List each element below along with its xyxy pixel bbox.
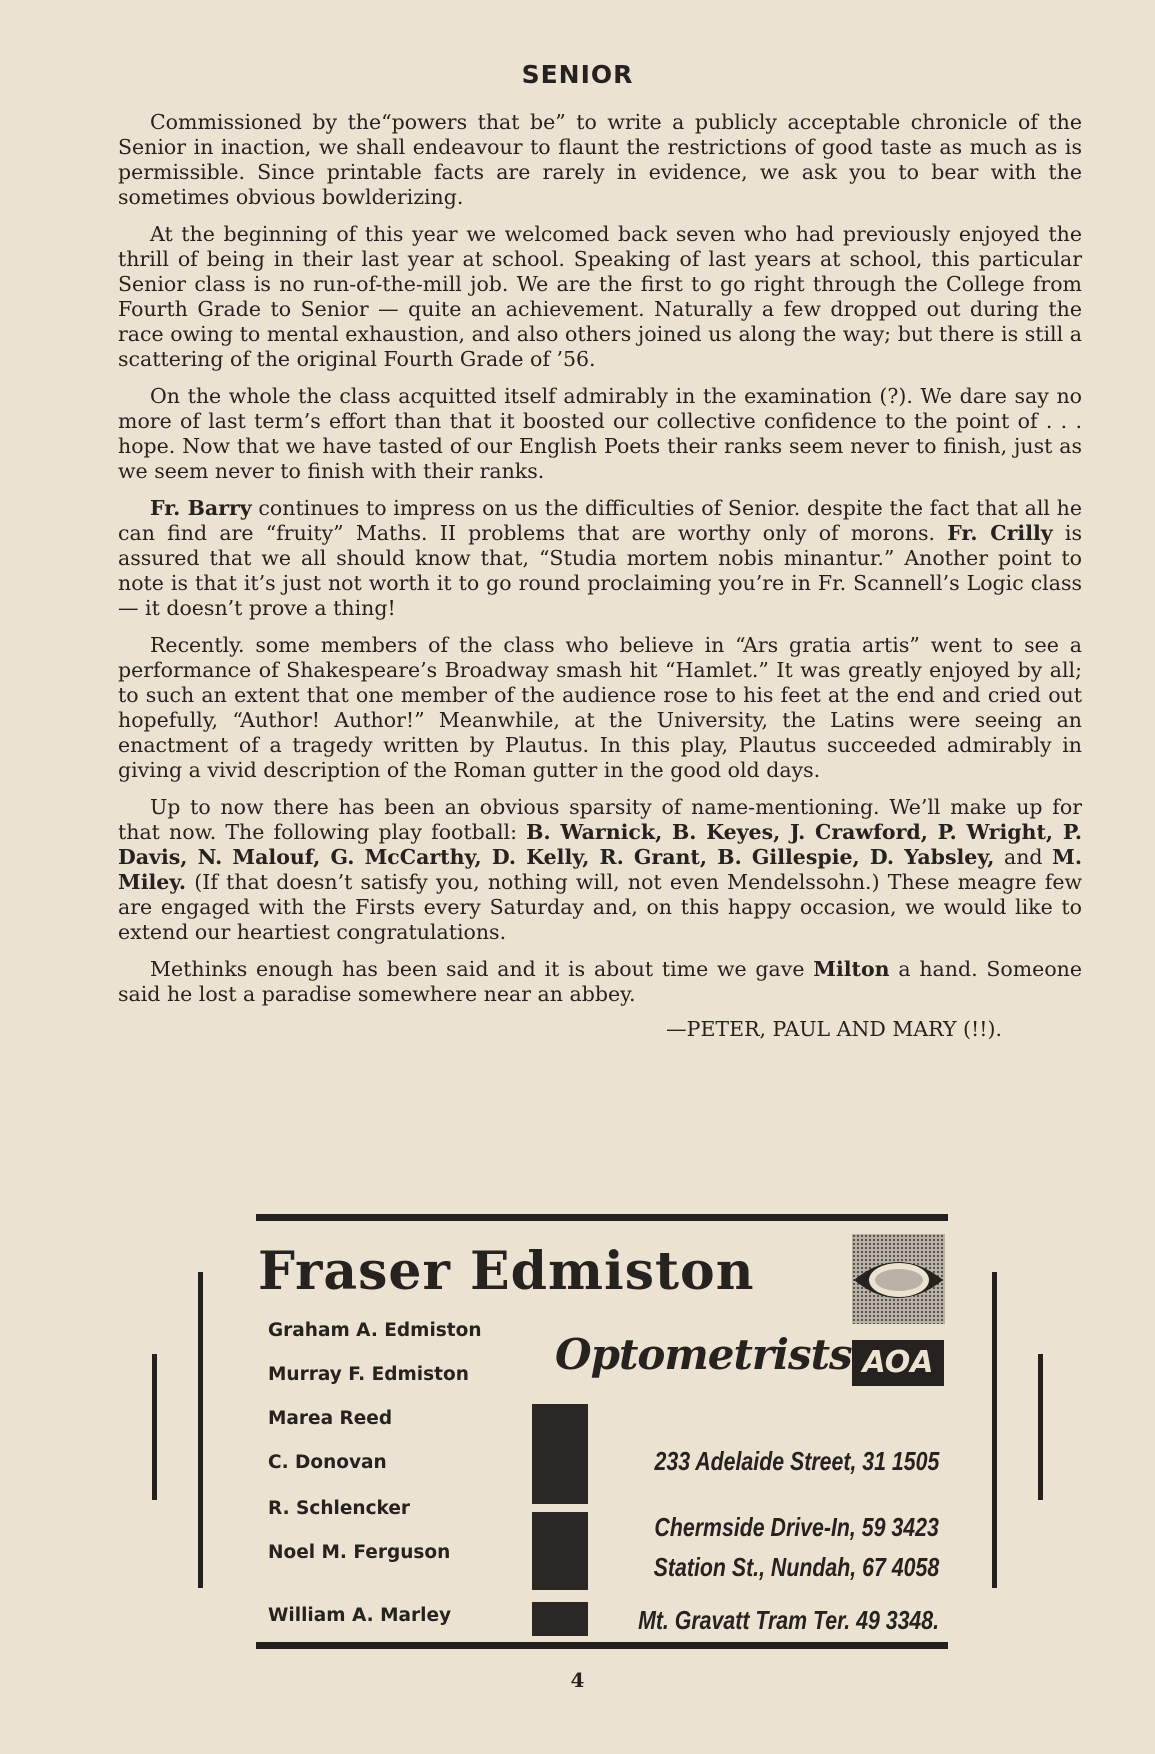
- name-m-miley: M. Miley.: [118, 845, 1082, 894]
- ad-right-outer-bar: [1038, 1354, 1043, 1500]
- paragraph-6-text-3: (If that doesn’t satisfy you, nothing will, not even Mendelssohn.) These meagre few are engaged with the Firsts every Saturday and, on this happy occasion, we would like to extend our heartiest congratulations.: [118, 870, 1082, 944]
- aoa-badge: AOA: [852, 1340, 944, 1386]
- staff-name: C. Donovan: [268, 1452, 387, 1473]
- ad-top-rule: [256, 1214, 948, 1221]
- paragraph-4: [118, 496, 1082, 621]
- football-player-names: B. Warnick, B. Keyes, J. Crawford, P. Wright, P. Davis, N. Malouf, G. McCarthy, D. Kelly, R. Grant, B. Gillespie, D. Yabsley,: [118, 820, 1082, 869]
- name-fr-crilly: Fr. Crilly: [947, 521, 1053, 545]
- paragraph-4-text-2: is assured that we all should know that, “Studia mortem nobis minantur.” Another point to note is that it’s just not worth it to go round proclaiming you’re in Fr. Scannell’s Logic class — it doesn’t prove a thing!: [118, 521, 1082, 620]
- eye-logo-icon: [852, 1234, 945, 1324]
- paragraph-5: Recently. some members of the class who believe in “Ars gratia artis” went to see a performance of Shakespeare’s Broadway smash hit “Hamlet.” It was greatly enjoyed by all; to such an extent that one member of the audience rose to his feet at the end and cried out hopefully, “Author! Author!” Meanwhile, at the University, the Latins were seeing an enactment of a tragedy written by Plautus. In this play, Plautus succeeded admirably in giving a vivid description of the Roman gutter in the good old days.: [118, 633, 1082, 782]
- optometrists-tagline: Optometrists: [555, 1330, 852, 1379]
- paragraph-6-text-1: Up to now there has been an obvious sparsity of name-mentioning. We’ll make up for that now. The following play football:: [118, 795, 1082, 844]
- paragraph-2: At the beginning of this year we welcomed back seven who had previously enjoyed the thrill of being in their last year at school. Speaking of last years at school, this particular Senior class is no run-of-the-mill job. We are the first to go right through the College from Fourth Grade to Senior — quite an achievement. Naturally a few dropped out during the race owing to mental exhaustion, and also others joined us along the way; but there is still a scattering of the original Fourth Grade of ’56.: [118, 222, 1082, 371]
- address-chermside: Chermside Drive-In, 59 3423: [654, 1512, 939, 1542]
- paragraph-1: Commissioned by the“powers that be” to write a publicly acceptable chronicle of the Senior in inaction, we shall endeavour to flaunt the restrictions of good taste as much as is permissible. Since printable facts are rarely in evidence, we ask you to bear with the sometimes obvious bowlderizing.: [118, 110, 1082, 209]
- article-body: [118, 110, 1082, 1042]
- ad-right-bar: [992, 1272, 997, 1588]
- page-number: 4: [570, 1668, 585, 1692]
- signature: —PETER, PAUL AND MARY (!!).: [666, 1017, 1002, 1041]
- ad-bottom-rule: [256, 1642, 948, 1649]
- paragraph-4-text-1: continues to impress on us the difficulties of Senior. despite the fact that all he can find are “fruity” Maths. II problems that are worthy only of morons.: [118, 496, 1082, 545]
- ad-left-outer-bar: [152, 1354, 157, 1500]
- address-adelaide: 233 Adelaide Street, 31 1505: [654, 1446, 939, 1476]
- address-mt-gravatt: Mt. Gravatt Tram Ter. 49 3348.: [637, 1605, 939, 1635]
- staff-name: R. Schlencker: [268, 1498, 411, 1519]
- ad-left-bar: [198, 1272, 203, 1588]
- paragraph-7-text-2: a hand. Someone said he lost a paradise somewhere near an abbey.: [118, 957, 1082, 1006]
- name-fr-barry: Fr. Barry: [150, 496, 252, 520]
- ad-block-1: [532, 1404, 588, 1504]
- ad-block-3: [532, 1602, 588, 1636]
- page-title: SENIOR: [521, 60, 634, 89]
- staff-name: Marea Reed: [268, 1408, 393, 1429]
- staff-name: William A. Marley: [268, 1605, 452, 1626]
- paragraph-3: On the whole the class acquitted itself admirably in the examination (?). We dare say no more of last term’s effort than that it boosted our collective confidence to the point of . . . hope. Now that we have tasted of our English Poets their ranks seem never to finish, just as we seem never to finish with their ranks.: [118, 384, 1082, 483]
- name-milton: Milton: [813, 957, 890, 981]
- ad-block-2: [532, 1512, 588, 1590]
- paragraph-6-text-2: and: [994, 845, 1053, 869]
- address-nundah: Station St., Nundah, 67 4058: [653, 1552, 939, 1582]
- paragraph-7: [118, 957, 1082, 1007]
- paragraph-6: [118, 795, 1082, 945]
- staff-name: Noel M. Ferguson: [268, 1542, 451, 1563]
- paragraph-7-text-1: Methinks enough has been said and it is about time we gave: [150, 957, 814, 981]
- brand-name: Fraser Edmiston: [258, 1241, 755, 1302]
- staff-name: Graham A. Edmiston: [268, 1320, 482, 1341]
- staff-name: Murray F. Edmiston: [268, 1364, 469, 1385]
